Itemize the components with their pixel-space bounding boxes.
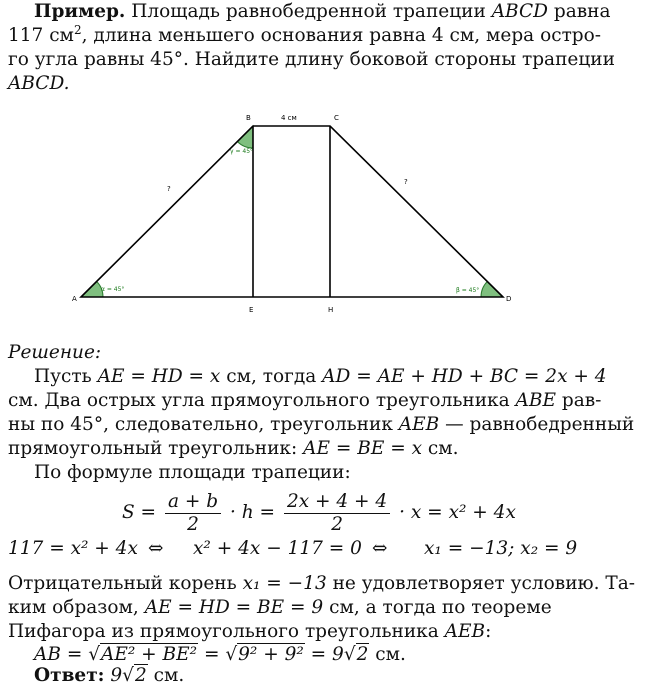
solution-line-4 xyxy=(8,437,459,461)
solution-line-1 xyxy=(34,365,607,389)
radicand: 9² + 9² xyxy=(238,644,304,665)
area-formula xyxy=(122,490,516,536)
problem-trapezoid-name: ABCD. xyxy=(8,73,70,94)
solution-line-5: По формуле площади трапеции: xyxy=(34,462,351,483)
math: AEB xyxy=(444,621,486,642)
problem-trapezoid-name: ABCD xyxy=(491,1,548,22)
unit: см. xyxy=(369,644,406,665)
math: ABE xyxy=(515,390,556,411)
text: см, а тогда по теореме xyxy=(323,597,552,618)
radicand: 2 xyxy=(134,665,147,686)
left-side-unknown: ? xyxy=(167,185,171,193)
text: Отрицательный корень xyxy=(8,573,243,594)
trapezoid-figure xyxy=(0,105,661,335)
vertex-label-a: A xyxy=(72,295,77,303)
problem-area: 117 см xyxy=(8,25,74,46)
text: см. xyxy=(422,438,459,459)
right-side-unknown: ? xyxy=(404,178,408,186)
vertex-label-c: C xyxy=(334,114,339,122)
answer-value: 9√ xyxy=(110,665,134,686)
problem-line-4 xyxy=(8,72,70,96)
text: см, тогда xyxy=(220,366,323,387)
problem-text: равна xyxy=(547,1,611,22)
equivalence-arrow-2: ⇔ xyxy=(372,538,388,559)
angle-gamma-label: γ = 45° xyxy=(230,148,254,155)
equivalence-arrow-1: ⇔ xyxy=(148,538,164,559)
equation-left: 117 = x² + 4x xyxy=(8,538,138,559)
fraction-denominator: 2 xyxy=(331,513,343,535)
radicand: AE² + BE² xyxy=(101,644,198,665)
text: прямоугольный треугольник: xyxy=(8,438,304,459)
text: Пусть xyxy=(34,366,98,387)
problem-area-exponent: 2 xyxy=(73,22,82,37)
math: AB = √ xyxy=(34,644,101,665)
text: ким образом, xyxy=(8,597,145,618)
fraction-denominator: 2 xyxy=(187,513,199,535)
text: — равнобедренный xyxy=(439,414,635,435)
fraction-numerator: a + b xyxy=(165,491,221,514)
solution-heading: Решение: xyxy=(8,342,102,363)
solution-line-2 xyxy=(8,389,601,413)
formula-lhs: S = xyxy=(122,502,157,523)
problem-line-1 xyxy=(34,0,611,24)
base-bc-label: 4 см xyxy=(281,114,297,122)
unit: см. xyxy=(147,665,185,686)
solution-line-6 xyxy=(8,572,635,596)
math: = √ xyxy=(198,644,238,665)
answer-line xyxy=(34,664,184,688)
text: рав- xyxy=(556,390,602,411)
problem-text: , длина меньшего основания равна 4 см, мера остро- xyxy=(81,25,602,46)
math: AE = HD = x xyxy=(97,366,221,387)
trapezoid-outline xyxy=(81,126,503,297)
problem-text: го угла равны 45°. Найдите длину боковой стороны трапеции xyxy=(8,49,615,70)
math: AEB xyxy=(398,414,440,435)
equation-roots: x₁ = −13; x₂ = 9 xyxy=(424,538,578,559)
text: Пифагора из прямоугольного треугольника xyxy=(8,621,445,642)
radicand: 2 xyxy=(356,644,369,665)
math: AE = HD = BE = 9 xyxy=(144,597,324,618)
problem-label: Пример. xyxy=(34,1,126,22)
text: не удовлетворяет условию. Та- xyxy=(326,573,636,594)
formula-middle: · h = xyxy=(229,502,276,523)
fraction-bases xyxy=(165,491,221,536)
text: : xyxy=(485,621,492,642)
math: = 9√ xyxy=(304,644,356,665)
solution-line-3 xyxy=(8,413,634,437)
angle-beta-label: β = 45° xyxy=(456,287,480,294)
vertex-label-d: D xyxy=(506,295,512,303)
fraction-numerator: 2x + 4 + 4 xyxy=(284,491,390,514)
text: ны по 45°, следовательно, треугольник xyxy=(8,414,399,435)
vertex-label-h: H xyxy=(328,306,334,314)
solution-line-8 xyxy=(8,620,491,644)
fraction-substituted xyxy=(284,491,390,536)
vertex-label-e: E xyxy=(249,306,254,314)
math: AE = BE = x xyxy=(303,438,423,459)
problem-text: Площадь равнобедренной трапеции xyxy=(125,1,492,22)
vertex-label-b: B xyxy=(246,114,251,122)
text: см. Два острых угла прямоугольного треугольника xyxy=(8,390,516,411)
problem-line-3 xyxy=(8,48,615,72)
math: x₁ = −13 xyxy=(242,573,327,594)
equation-middle: x² + 4x − 117 = 0 xyxy=(193,538,362,559)
math: AD = AE + HD + BC = 2x + 4 xyxy=(322,366,607,387)
formula-tail: · x = x² + 4x xyxy=(399,502,516,523)
solution-line-7 xyxy=(8,596,552,620)
problem-line-2 xyxy=(8,24,601,48)
angle-alpha-label: α = 45° xyxy=(101,286,125,293)
answer-label: Ответ: xyxy=(34,665,105,686)
